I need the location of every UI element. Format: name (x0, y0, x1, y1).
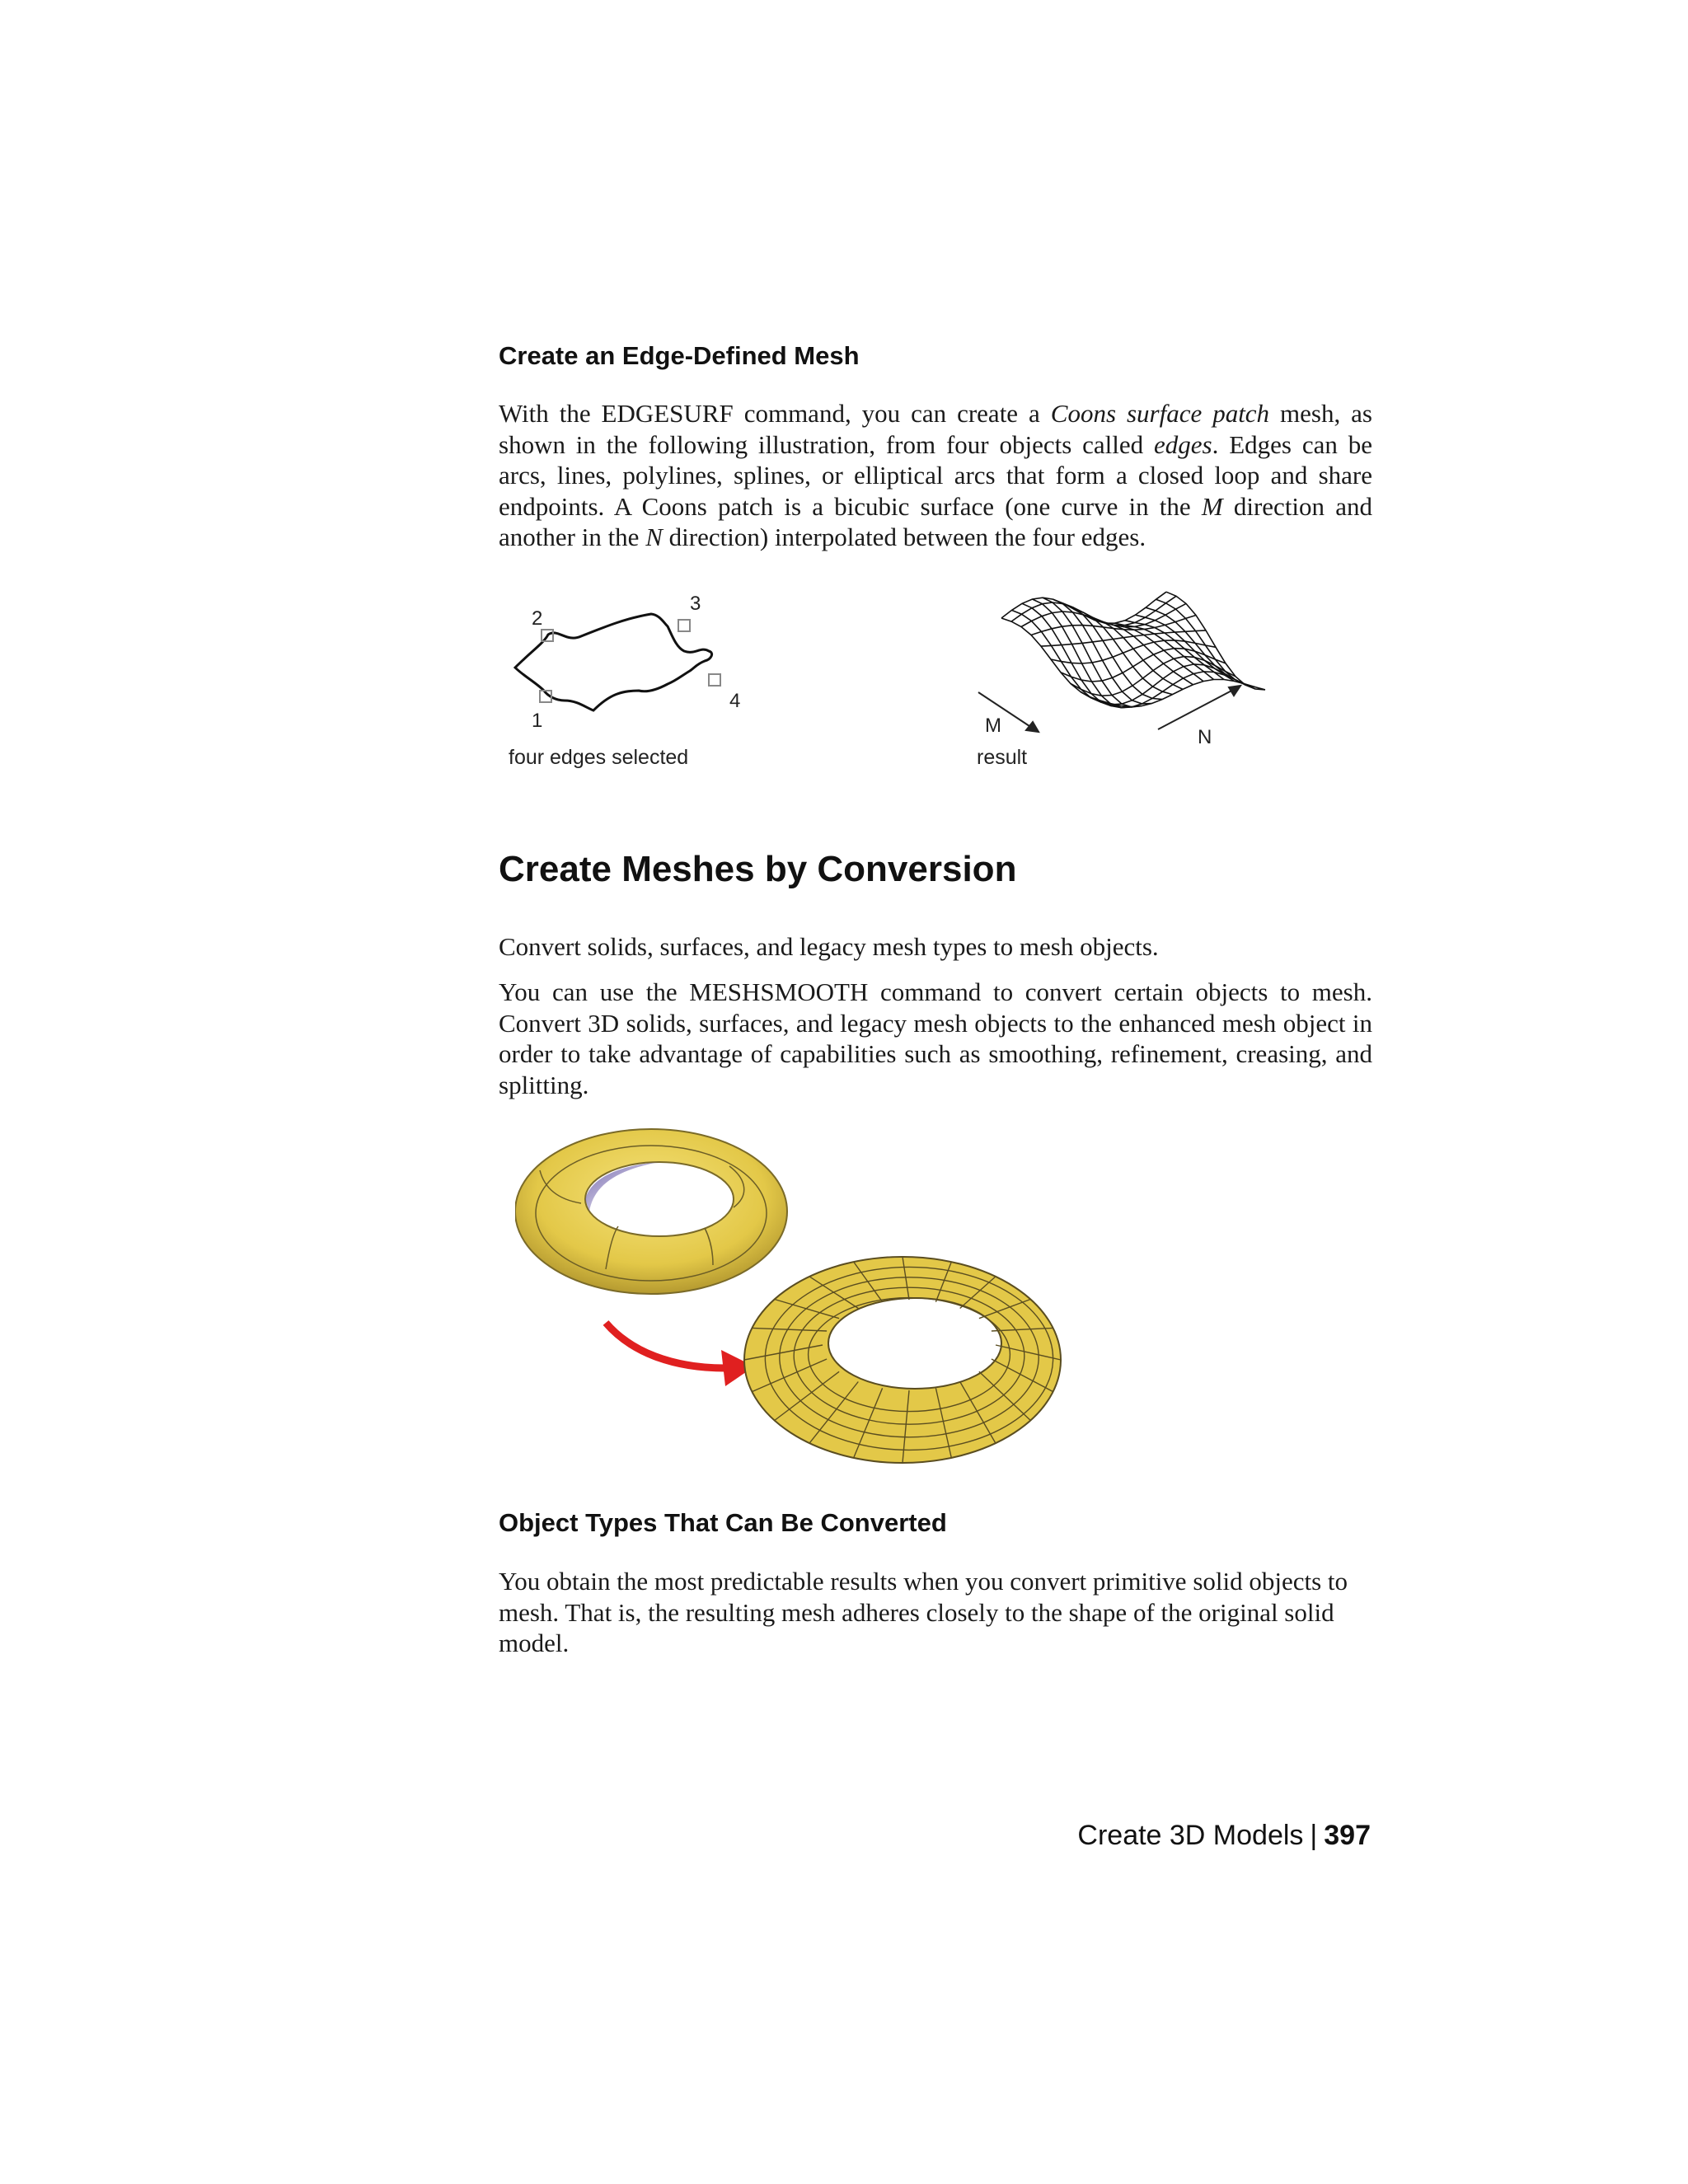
conversion-intro: Convert solids, surfaces, and legacy mesh types to mesh objects. (499, 932, 1159, 961)
text-run: direction) interpolated between the four edges. (662, 523, 1146, 551)
page-footer (1077, 1820, 1371, 1852)
edge-markers (540, 620, 720, 702)
section-heading-conversion: Create Meshes by Conversion (499, 849, 1017, 889)
emphasis-edges: edges (1154, 429, 1212, 459)
faceted-mesh-torus (744, 1257, 1061, 1463)
mesh-line (1043, 598, 1142, 707)
section-heading-object-types: Object Types That Can Be Converted (499, 1508, 947, 1537)
edge-label-4: 4 (729, 690, 741, 712)
edge-label-2: 2 (532, 607, 543, 630)
meshsmooth-paragraph: You can use the MESHSMOOTH command to convert certain objects to mesh. Convert 3D solids, surfaces, and legacy mesh objects to the enhanced mesh object in order to take advantage of capabilities such as smoothing, refinement, creasing, and splitting. (499, 977, 1372, 1099)
torus-conversion-figure (515, 1121, 1109, 1467)
result-caption: result (977, 746, 1028, 769)
edge-label-3: 3 (690, 593, 701, 615)
text-run: direction and another in the (499, 491, 1372, 551)
page-number: 397 (1324, 1820, 1371, 1851)
coons-mesh-drawing (1001, 592, 1265, 708)
n-arrowhead (1229, 686, 1240, 696)
n-label: N (1198, 726, 1212, 748)
edgesurf-paragraph (499, 398, 1372, 553)
conversion-arrow (606, 1323, 754, 1386)
emphasis-n: N (645, 523, 663, 551)
emphasis-m: M (1201, 491, 1223, 521)
m-arrowhead (1026, 722, 1039, 732)
section-heading-edge-mesh: Create an Edge-Defined Mesh (499, 341, 860, 370)
m-label: M (985, 715, 1001, 737)
four-edges-caption: four edges selected (509, 746, 689, 769)
torus-illustration (515, 1121, 1109, 1467)
edge-marker-4 (709, 674, 720, 686)
text-run: With the EDGESURF command, you can create a (499, 399, 1051, 428)
footer-separator: | (1310, 1820, 1318, 1851)
text-run: mesh, as shown in the following illustration, from four objects called (499, 399, 1372, 459)
edge-marker-3 (678, 620, 690, 631)
edge-label-1: 1 (532, 710, 543, 732)
mesh-line (1136, 615, 1235, 681)
emphasis-coons: Coons surface patch (1050, 399, 1270, 428)
chapter-title: Create 3D Models (1077, 1820, 1304, 1851)
mesh-line (1146, 607, 1245, 684)
mesh-line (1001, 592, 1166, 623)
text-run: . Edges can be arcs, lines, polylines, splines, or elliptical arcs that form a closed loop and share endpoints. A Coons patch is a bicubic surface (one curve in the (499, 429, 1372, 521)
four-edges-drawing (515, 614, 712, 710)
object-types-paragraph: You obtain the most predictable results when you convert primitive solid objects to mesh. That is, the resulting mesh adheres closely to the shape of the original solid model. (499, 1567, 1348, 1657)
smooth-torus (515, 1129, 787, 1294)
edgesurf-figure (499, 585, 1290, 783)
